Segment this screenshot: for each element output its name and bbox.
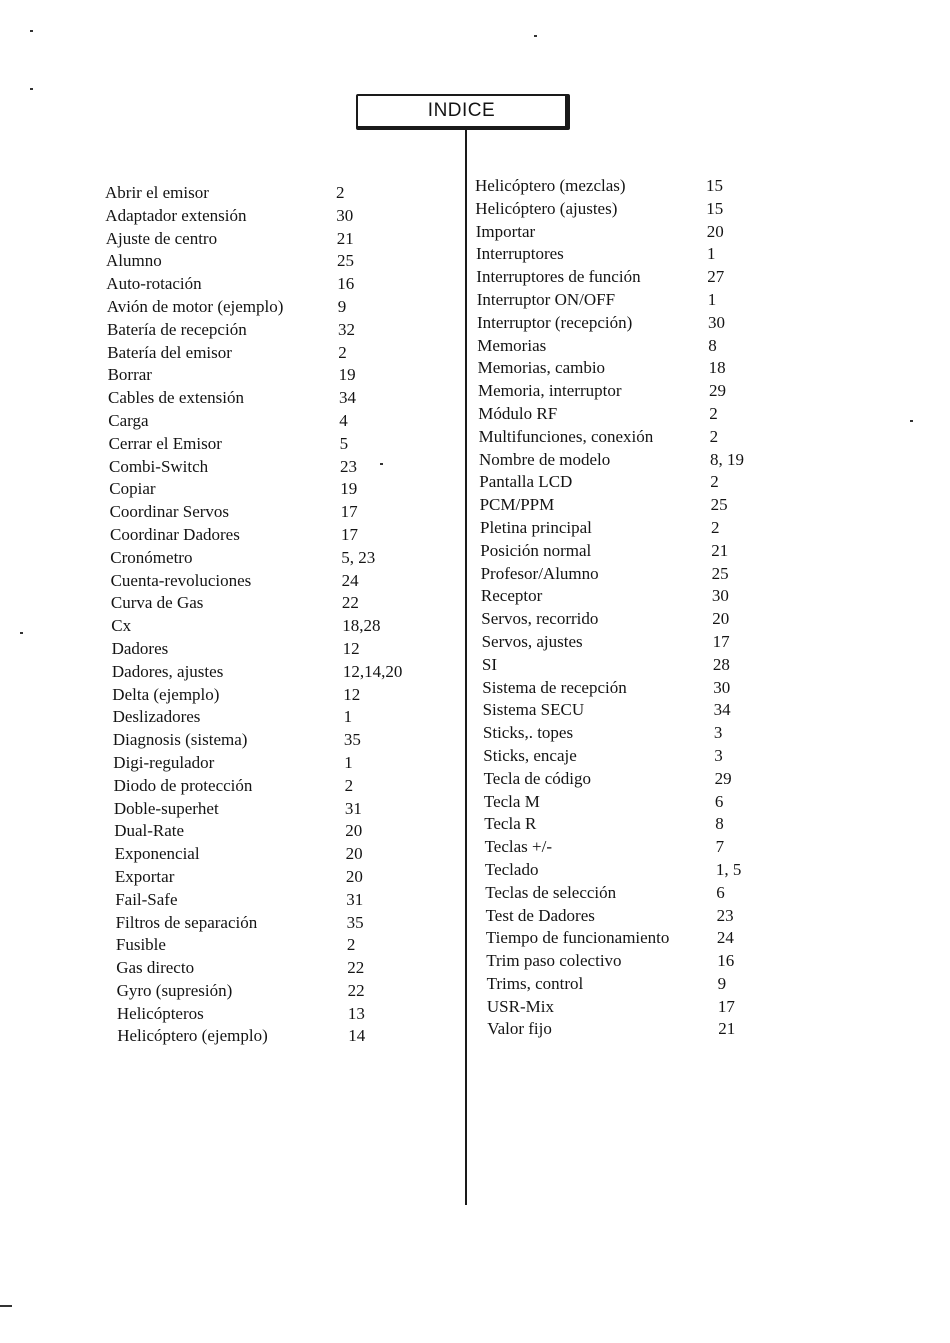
index-page-number: 2	[346, 935, 356, 955]
index-page-number: 6	[716, 882, 725, 902]
index-term: Teclas +/-	[484, 837, 552, 857]
index-page-number: 22	[341, 593, 359, 613]
index-page-number: 2	[344, 775, 354, 795]
index-term: Coordinar Servos	[109, 502, 230, 522]
index-term: Posición normal	[480, 540, 592, 560]
index-entry	[479, 471, 779, 494]
index-term: Carga	[108, 410, 149, 430]
index-page-number: 1	[707, 289, 717, 309]
index-page-number: 31	[344, 798, 362, 818]
index-entry	[482, 677, 782, 700]
index-term: Pletina principal	[480, 517, 592, 537]
index-page-number: 17	[717, 996, 735, 1016]
index-page-number: 2	[709, 403, 718, 423]
index-entry	[477, 289, 777, 312]
index-term: Batería de recepción	[107, 319, 247, 339]
index-term: Digi-regulador	[113, 752, 215, 772]
index-entry	[476, 221, 776, 244]
index-entry	[114, 775, 444, 798]
index-page-number: 6	[714, 791, 724, 811]
index-term: Combi-Switch	[109, 456, 209, 476]
index-term: Valor fijo	[487, 1019, 552, 1039]
index-entry	[114, 798, 444, 821]
index-entry	[476, 243, 776, 266]
index-page-number: 15	[706, 176, 723, 195]
index-entry	[484, 768, 784, 791]
index-term: Gyro (supresión)	[116, 980, 233, 1000]
index-entry	[482, 631, 782, 654]
index-page-number: 5	[339, 433, 349, 453]
index-term: USR-Mix	[486, 996, 554, 1016]
index-entry	[113, 729, 443, 752]
index-page-number: 2	[709, 426, 719, 446]
scan-speck	[20, 632, 23, 634]
index-term: Dual-Rate	[114, 821, 185, 841]
index-entry	[487, 1018, 787, 1041]
scan-speck	[534, 35, 537, 37]
index-entry	[109, 433, 439, 456]
index-term: Importar	[475, 221, 536, 241]
index-term: Test de Dadores	[485, 905, 595, 925]
index-term: Teclas de selección	[485, 882, 617, 902]
index-term: Helicóptero (ejemplo)	[117, 1026, 268, 1046]
index-term: Cuenta-revoluciones	[110, 570, 252, 590]
index-term: Tecla de código	[483, 768, 591, 788]
index-entry	[481, 608, 781, 631]
index-entry	[481, 585, 781, 608]
index-page-number: 12	[343, 684, 361, 704]
index-term: Alumno	[106, 251, 162, 271]
index-term: Tecla R	[484, 814, 537, 834]
index-page-number: 35	[343, 730, 361, 750]
index-term: Ajuste de centro	[105, 228, 218, 248]
index-term: Copiar	[109, 479, 156, 499]
index-term: Doble-superhet	[113, 798, 219, 818]
scan-speck	[0, 1305, 12, 1307]
index-entry	[112, 661, 442, 684]
index-term: Diagnosis (sistema)	[112, 730, 248, 750]
index-entry	[478, 403, 778, 426]
index-page-number: 21	[711, 540, 729, 560]
index-page-number: 9	[337, 296, 347, 316]
index-term: Servos, recorrido	[481, 609, 599, 629]
index-term: Sticks,. topes	[482, 723, 574, 743]
index-page-number: 2	[338, 342, 347, 362]
index-term: Servos, ajustes	[481, 631, 583, 651]
index-entry	[106, 228, 436, 251]
index-entry	[484, 791, 784, 814]
index-page-number: 20	[345, 821, 363, 841]
index-page-number: 30	[708, 312, 725, 332]
index-page-number: 2	[710, 472, 719, 492]
index-entry	[476, 266, 776, 289]
index-page-number: 17	[340, 502, 358, 522]
index-term: Batería del emisor	[107, 342, 232, 362]
index-entry	[110, 524, 440, 547]
index-page-number: 31	[346, 889, 364, 909]
index-entry	[483, 745, 783, 768]
index-page-number: 22	[347, 980, 365, 1000]
index-entry	[478, 380, 778, 403]
index-page-number: 19	[338, 365, 356, 385]
index-term: Exportar	[114, 866, 175, 886]
index-entry	[478, 357, 778, 380]
index-page-number: 17	[341, 524, 358, 544]
index-term: Profesor/Alumno	[480, 563, 599, 583]
index-term: Deslizadores	[112, 707, 201, 727]
index-entry	[485, 882, 785, 905]
index-entry	[475, 198, 775, 221]
index-page-number: 20	[712, 609, 730, 629]
index-term: Fail-Safe	[115, 889, 178, 909]
index-page-number: 8	[708, 335, 717, 355]
scan-speck	[380, 463, 383, 465]
index-page-number: 9	[717, 973, 727, 993]
index-entry	[479, 449, 779, 472]
index-entry	[485, 859, 785, 882]
index-column-right	[475, 175, 775, 1041]
index-entry	[116, 934, 446, 957]
index-entry	[485, 836, 785, 859]
index-entry	[481, 563, 781, 586]
index-column-left	[105, 182, 435, 1048]
index-page-number: 21	[336, 228, 354, 248]
index-page-number: 7	[715, 837, 725, 857]
index-term: Pantalla LCD	[479, 472, 573, 492]
index-entry	[109, 478, 439, 501]
index-page-number: 12,14,20	[342, 661, 403, 681]
index-page-number: 20	[345, 866, 363, 886]
index-page-number: 32	[338, 319, 355, 339]
index-term: Cables de extensión	[108, 388, 244, 408]
index-entry	[483, 699, 783, 722]
index-page-number: 35	[346, 912, 364, 932]
index-term: Interruptor (recepción)	[477, 312, 633, 332]
index-entry	[107, 342, 437, 365]
index-page-number: 18	[708, 358, 726, 378]
index-page-number: 19	[340, 479, 358, 499]
page-title: INDICE	[427, 100, 496, 121]
index-page-number: 25	[711, 563, 729, 583]
index-entry	[105, 205, 435, 228]
index-term: Dadores, ajustes	[111, 661, 224, 681]
index-page-number: 34	[339, 388, 356, 408]
index-entry	[111, 570, 441, 593]
index-term: Sticks, encaje	[483, 745, 577, 765]
index-entry	[106, 273, 436, 296]
index-term: Interruptor ON/OFF	[476, 289, 616, 309]
index-term: Teclado	[484, 859, 539, 879]
index-entry	[115, 889, 445, 912]
index-term: Gas directo	[116, 958, 195, 978]
index-entry	[116, 957, 446, 980]
index-term: Helicópteros	[116, 1003, 204, 1023]
index-page-number: 1	[707, 244, 716, 264]
index-entry	[483, 722, 783, 745]
index-page-number: 24	[716, 928, 734, 948]
index-page-number: 1, 5	[715, 859, 742, 879]
index-page-number: 3	[713, 723, 723, 743]
index-page-number: 1	[343, 707, 353, 727]
index-term: Tiempo de funcionamiento	[485, 928, 670, 948]
index-term: Multifunciones, conexión	[478, 426, 654, 446]
index-entry	[106, 250, 436, 273]
index-page-number: 24	[341, 570, 359, 590]
index-page-number: 5, 23	[341, 547, 376, 567]
index-page-number: 34	[713, 700, 731, 720]
index-term: Receptor	[480, 586, 543, 606]
index-term: Trims, control	[486, 973, 584, 993]
index-term: Interruptores	[476, 244, 564, 264]
index-term: Exponencial	[114, 844, 200, 864]
index-entry	[112, 638, 442, 661]
index-page-number: 25	[337, 251, 354, 271]
index-page-number: 30	[336, 205, 354, 225]
index-entry	[482, 654, 782, 677]
index-entry	[486, 950, 786, 973]
index-entry	[108, 364, 438, 387]
index-term: Cronómetro	[110, 547, 193, 567]
index-entry	[115, 843, 445, 866]
index-term: Cx	[111, 616, 132, 636]
index-entry	[110, 501, 440, 524]
index-entry	[105, 182, 435, 205]
index-term: Sistema SECU	[482, 700, 585, 720]
index-term: Avión de motor (ejemplo)	[106, 296, 284, 316]
index-term: SI	[481, 654, 498, 674]
index-entry	[114, 820, 444, 843]
index-page-number: 29	[709, 381, 726, 401]
index-entry	[486, 927, 786, 950]
index-term: Nombre de modelo	[479, 449, 611, 469]
index-entry	[117, 1025, 447, 1048]
index-page-number: 2	[336, 183, 345, 202]
index-page-number: 16	[717, 951, 735, 971]
index-term: Fusible	[115, 935, 166, 955]
index-page-number: 2	[711, 517, 720, 537]
index-term: PCM/PPM	[479, 495, 555, 515]
index-term: Cerrar el Emisor	[108, 433, 222, 453]
index-entry	[109, 456, 439, 479]
index-entry	[117, 980, 447, 1003]
index-entry	[480, 494, 780, 517]
index-page-number: 20	[345, 844, 363, 864]
index-entry	[479, 426, 779, 449]
index-page-number: 13	[347, 1003, 365, 1023]
index-term: Helicóptero (ajustes)	[475, 198, 618, 218]
scan-speck	[30, 88, 33, 90]
index-term: Borrar	[107, 365, 152, 385]
index-entry	[111, 592, 441, 615]
index-term: Memorias	[477, 335, 547, 355]
index-entry	[475, 175, 775, 198]
index-term: Tecla M	[483, 791, 540, 811]
index-page-number: 14	[348, 1026, 366, 1046]
index-page-number: 27	[707, 267, 725, 287]
index-entry	[487, 973, 787, 996]
index-term: Helicóptero (mezclas)	[475, 176, 626, 195]
index-page-number: 17	[712, 631, 730, 651]
index-page-number: 23	[340, 456, 357, 476]
index-term: Auto-rotación	[106, 274, 202, 294]
index-term: Coordinar Dadores	[110, 524, 240, 544]
index-entry	[117, 1003, 447, 1026]
index-term: Adaptador extensión	[105, 205, 247, 225]
index-title-box	[356, 94, 570, 130]
index-entry	[484, 813, 784, 836]
index-page-number: 21	[718, 1019, 736, 1039]
index-entry	[115, 866, 445, 889]
index-entry	[480, 517, 780, 540]
index-entry	[112, 684, 442, 707]
index-term: Dadores	[111, 638, 169, 658]
index-entry	[486, 905, 786, 928]
index-entry	[477, 312, 777, 335]
index-term: Filtros de separación	[115, 912, 258, 932]
index-page-number: 16	[337, 274, 355, 294]
index-term: Curva de Gas	[110, 593, 204, 613]
index-page-number: 30	[711, 586, 729, 606]
index-entry	[110, 547, 440, 570]
index-page-number: 8, 19	[710, 449, 744, 469]
index-page-number: 4	[339, 410, 348, 430]
index-page-number: 28	[712, 654, 730, 674]
index-entry	[116, 912, 446, 935]
index-page-number: 15	[706, 198, 724, 218]
index-entry	[111, 615, 441, 638]
index-page-number: 25	[710, 495, 728, 515]
index-entry	[477, 335, 777, 358]
column-divider	[465, 130, 467, 1205]
index-term: Delta (ejemplo)	[112, 684, 220, 704]
index-page-number: 18,28	[342, 616, 381, 636]
index-term: Memoria, interruptor	[478, 381, 622, 401]
index-entry	[108, 387, 438, 410]
index-term: Abrir el emisor	[105, 183, 209, 202]
index-page-number: 30	[713, 677, 731, 697]
index-entry	[107, 319, 437, 342]
index-term: Diodo de protección	[113, 775, 253, 795]
index-term: Memorias, cambio	[477, 358, 606, 378]
index-term: Sistema de recepción	[482, 677, 627, 697]
index-entry	[108, 410, 438, 433]
index-page-number: 29	[714, 768, 732, 788]
index-term: Interruptores de función	[476, 267, 641, 287]
index-entry	[480, 540, 780, 563]
index-page-number: 20	[706, 221, 724, 241]
index-page-number: 23	[716, 905, 734, 925]
index-page-number: 3	[714, 745, 723, 765]
index-term: Módulo RF	[478, 403, 558, 423]
index-page-number: 12	[342, 638, 360, 658]
index-page-number: 8	[715, 814, 724, 834]
index-entry	[487, 996, 787, 1019]
index-page-number: 22	[347, 958, 365, 978]
index-term: Trim paso colectivo	[486, 951, 622, 971]
index-page-number: 1	[344, 752, 353, 772]
index-entry	[107, 296, 437, 319]
index-entry	[113, 706, 443, 729]
scan-speck	[910, 420, 913, 422]
scan-speck	[30, 30, 33, 32]
index-entry	[113, 752, 443, 775]
